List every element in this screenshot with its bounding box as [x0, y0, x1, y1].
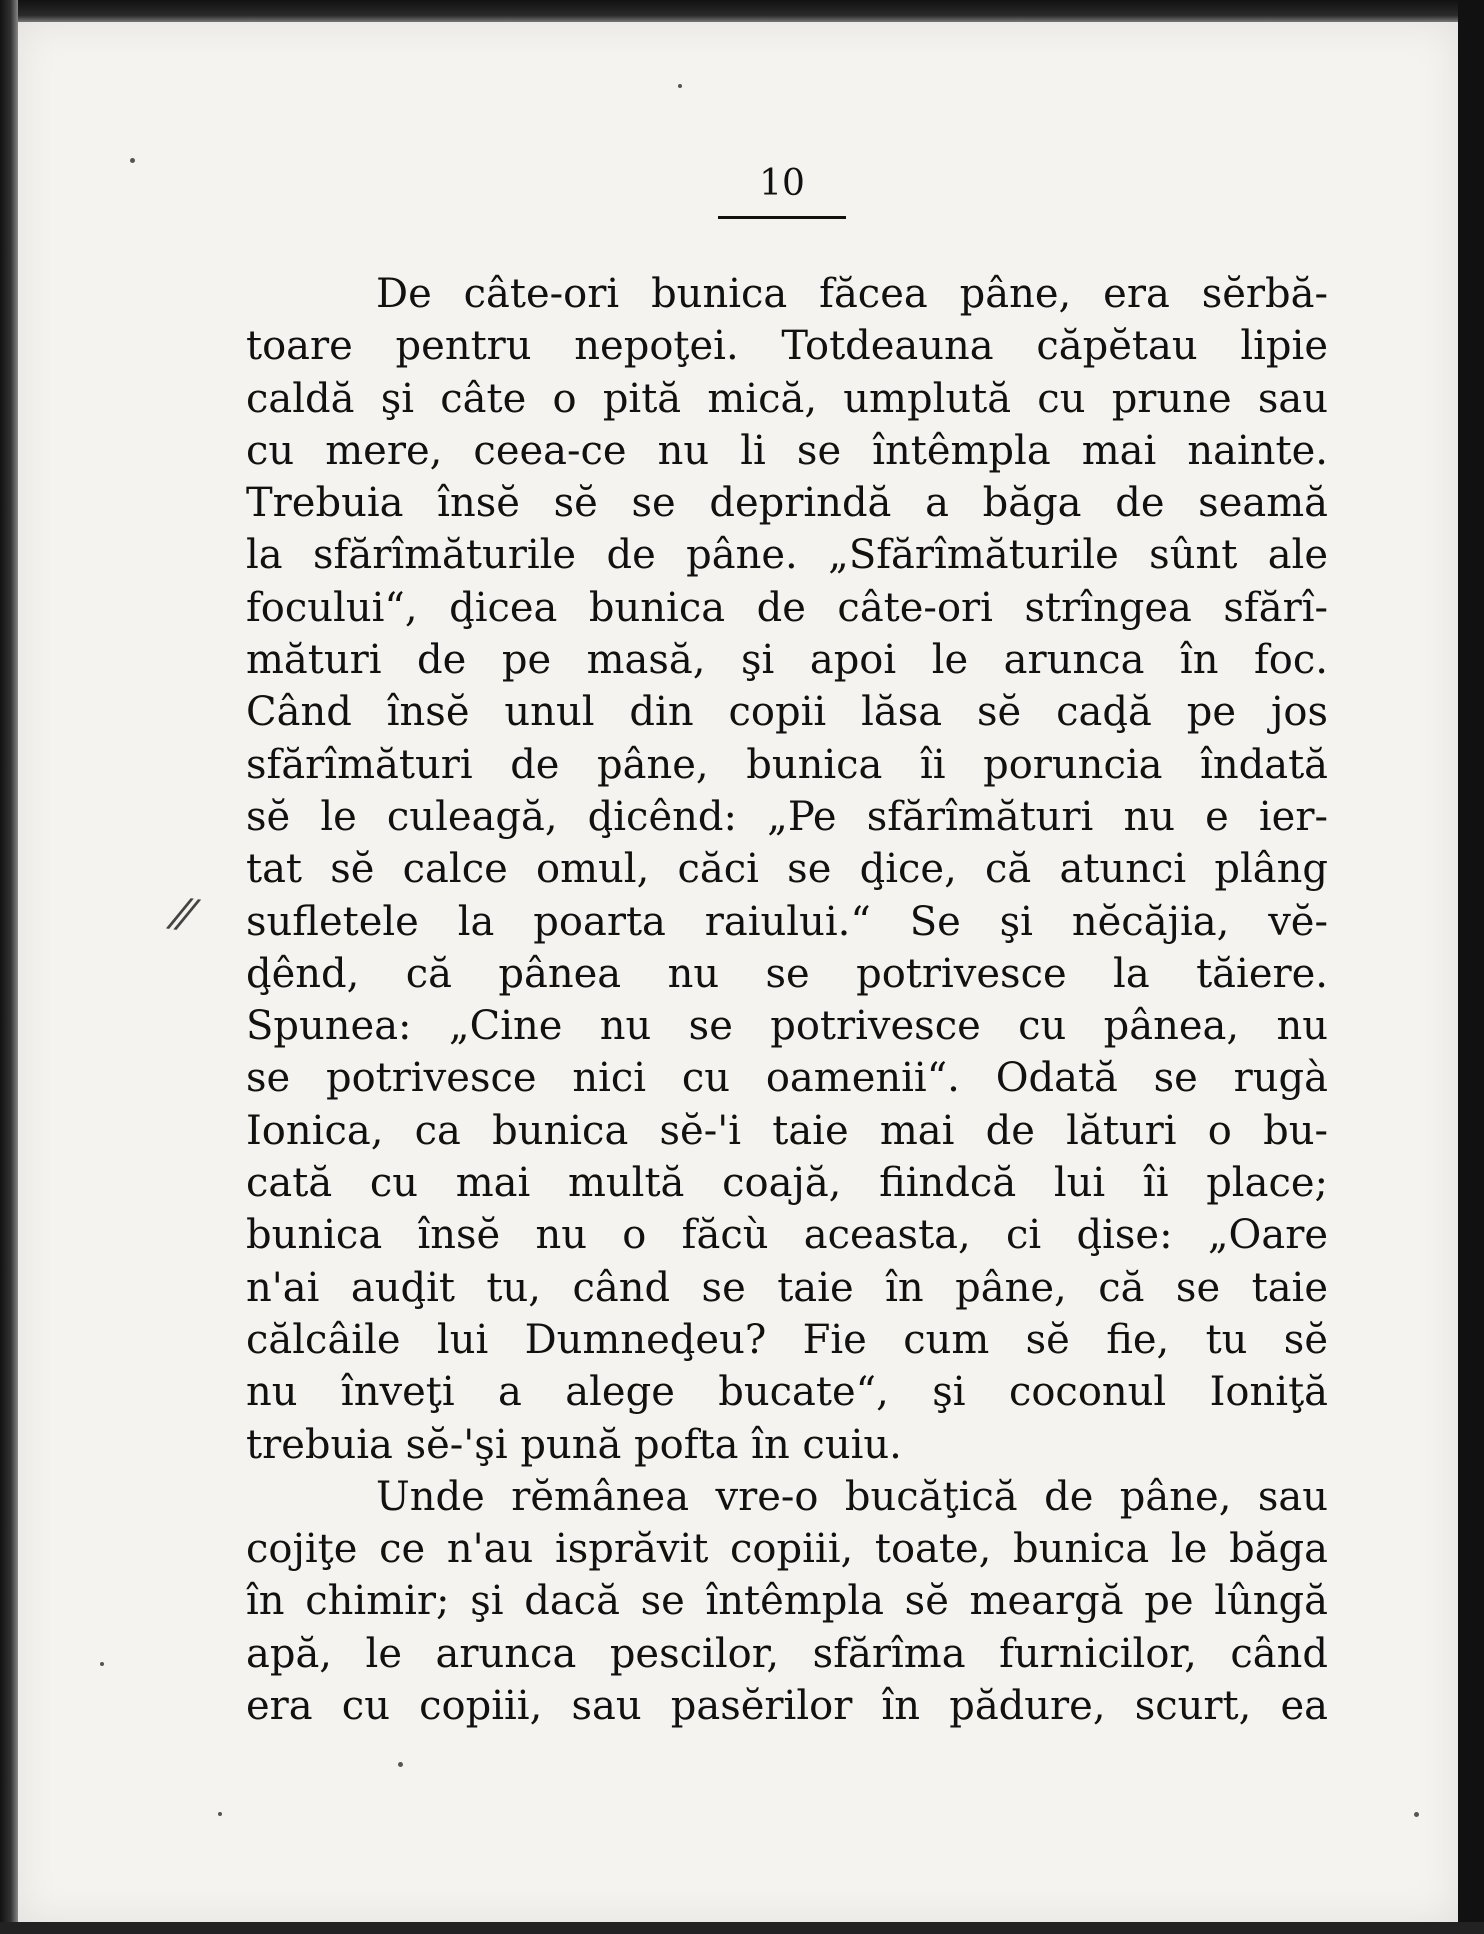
margin-pencil-mark: ⁄⁄ — [172, 889, 195, 942]
text-line: caldă şi câte o pită mică, umplută cu prune sau — [246, 375, 1328, 422]
text-line: Unde rĕmânea vre-o bucăţică de pâne, sau — [376, 1473, 1328, 1520]
text-line: focului“, ḑicea bunica de câte-ori strîngea sfărî- — [246, 584, 1328, 631]
text-line: se potrivesce nici cu oamenii“. Odată se rugà — [246, 1055, 1328, 1102]
text-line: era cu copiii, sau pasĕrilor în pădure, scurt, ea — [246, 1683, 1328, 1730]
text-line: Trebuia însĕ sĕ se deprindă a băga de seamă — [246, 480, 1328, 527]
text-line: călcâile lui Dumneḑeu? Fie cum sĕ fie, tu sĕ — [246, 1316, 1328, 1363]
scan-right-edge — [1458, 0, 1484, 1934]
text-line: sufletele la poarta raiului.“ Se şi nĕcăjia, vĕ- — [246, 898, 1328, 945]
text-line: nu înveţi a alege bucate“, şi coconul Ioniţă — [246, 1369, 1328, 1416]
text-line: tat sĕ calce omul, căci se ḑice, că atunci plâng — [246, 846, 1328, 893]
paper-speck — [1414, 1812, 1419, 1817]
scan-top-edge — [0, 0, 1484, 22]
text-line: n'ai auḑit tu, când se taie în pâne, că se taie — [246, 1264, 1328, 1311]
text-line: sĕ le culeagă, ḑicênd: „Pe sfărîmături nu e ier- — [246, 793, 1328, 840]
body-text — [246, 268, 1328, 1732]
text-line: bunica însĕ nu o făcù aceasta, ci ḑise: „Oare — [246, 1212, 1328, 1259]
text-line: cată cu mai multă coajă, fiindcă lui îi place; — [246, 1160, 1328, 1207]
text-line: cojiţe ce n'au isprăvit copiii, toate, bunica le băga — [246, 1526, 1328, 1573]
scan-bottom-edge — [0, 1922, 1484, 1934]
text-line: apă, le arunca pescilor, sfărîma furnicilor, când — [246, 1630, 1328, 1677]
text-line: mături de pe masă, şi apoi le arunca în foc. — [246, 637, 1328, 684]
paper-speck — [130, 158, 135, 163]
paper-speck — [100, 1662, 104, 1666]
text-line: sfărîmături de pâne, bunica îi poruncia îndată — [246, 741, 1328, 788]
text-line: cu mere, ceea-ce nu li se întêmpla mai nainte. — [246, 427, 1328, 474]
text-line: la sfărîmăturile de pâne. „Sfărîmăturile sûnt ale — [246, 532, 1328, 579]
paper-speck — [678, 84, 682, 88]
text-line: De câte-ori bunica făcea pâne, era sĕrbă- — [376, 271, 1328, 317]
text-line: Ionica, ca bunica sĕ-'i taie mai de lături o bu- — [246, 1107, 1328, 1154]
text-line: în chimir; şi dacă se întêmpla sĕ meargă pe lûngă — [246, 1578, 1328, 1625]
text-line: Când însĕ unul din copii lăsa sĕ caḑă pe jos — [246, 689, 1328, 736]
paper-speck — [398, 1762, 403, 1767]
page-number-rule — [718, 216, 846, 219]
paper-speck — [218, 1812, 222, 1816]
text-line: ḑênd, că pânea nu se potrivesce la tăiere. — [246, 950, 1328, 997]
text-line: trebuia sĕ-'şi pună pofta în cuiu. — [246, 1421, 902, 1468]
scan-left-edge — [0, 0, 18, 1934]
text-line: Spunea: „Cine nu se potrivesce cu pânea, nu — [246, 1003, 1328, 1050]
paragraph-2 — [246, 1471, 1328, 1732]
paragraph-1 — [246, 268, 1328, 1471]
text-line: toare pentru nepoţei. Totdeauna căpĕtau lipie — [246, 323, 1328, 370]
page-number: 10 — [759, 163, 805, 204]
